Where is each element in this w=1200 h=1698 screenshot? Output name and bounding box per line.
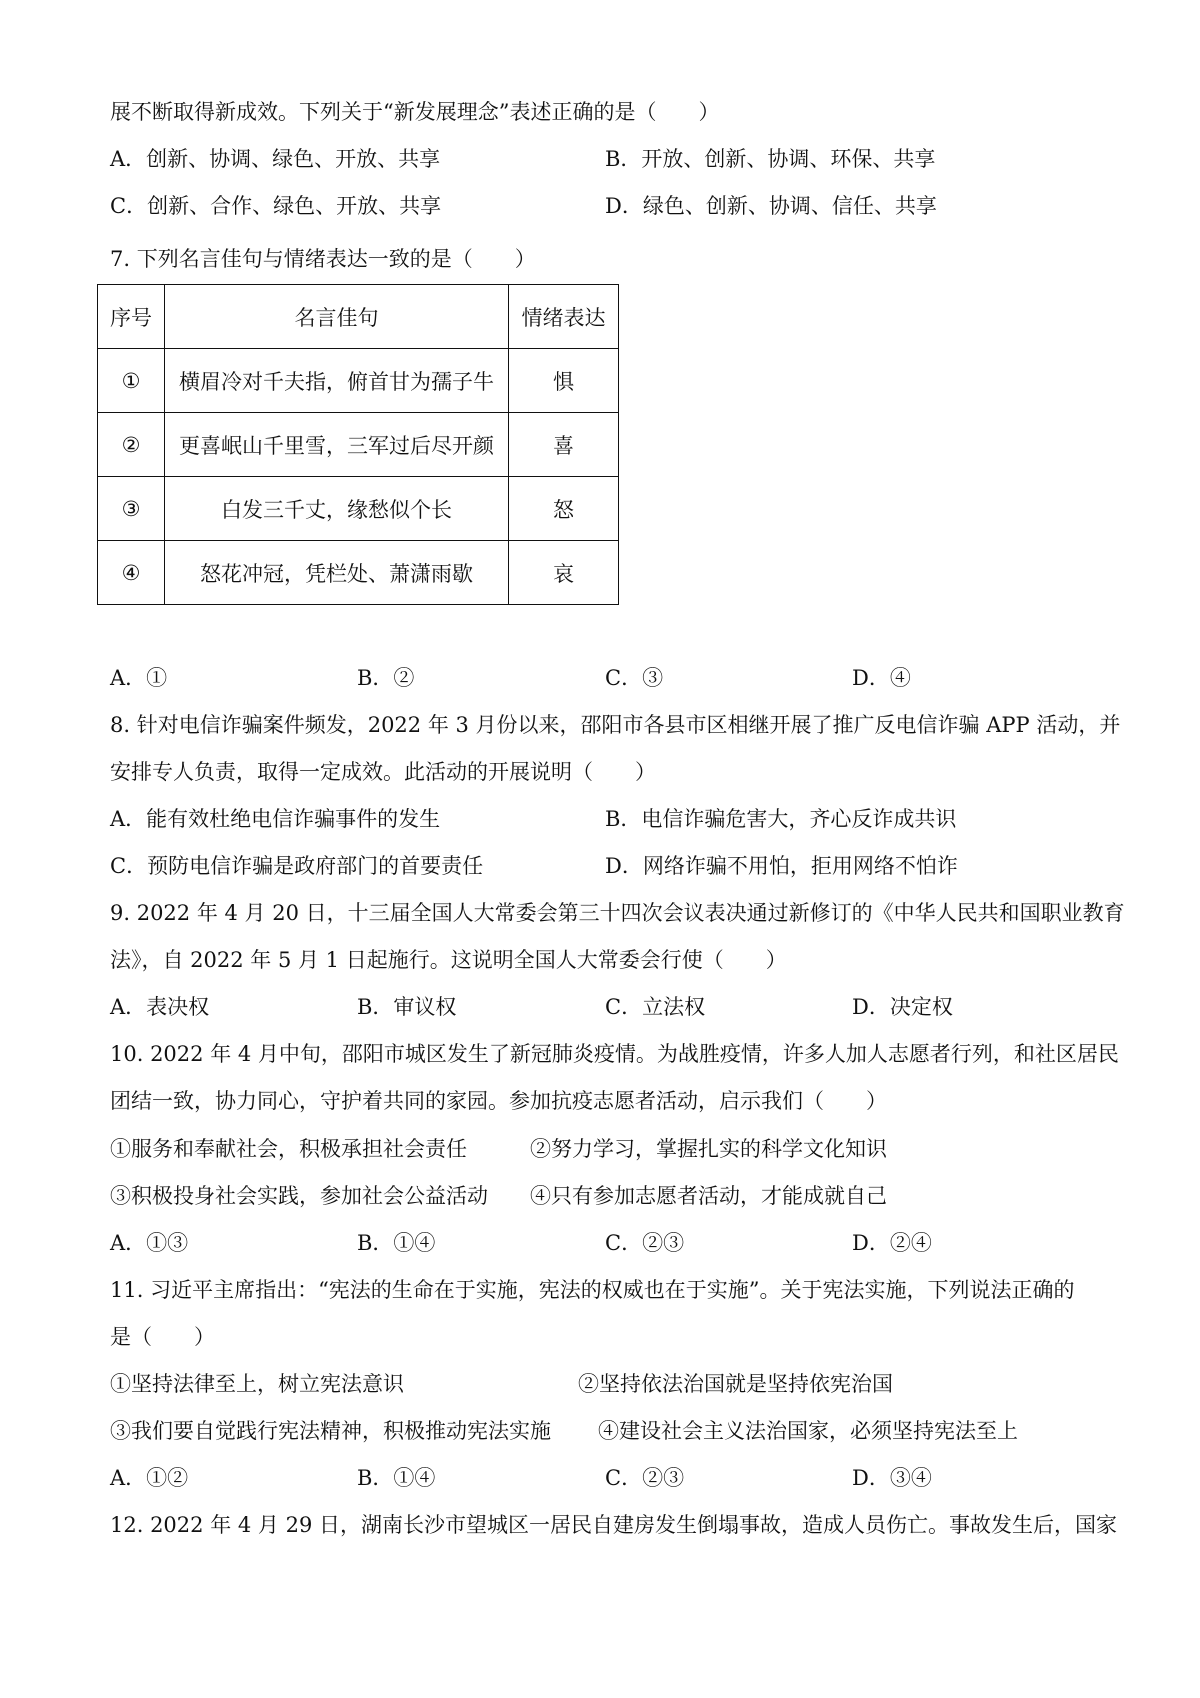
q7-option-c: C．③: [605, 666, 664, 690]
table-cell: ④: [98, 541, 165, 605]
q11-item-2: ②坚持依法治国就是坚持依宪治国: [578, 1372, 893, 1396]
q9-stem-line1: 9. 2022 年 4 月 20 日，十三届全国人大常委会第三十四次会议表决通过新修订的《中华人民共和国职业教育: [110, 901, 1125, 925]
table-cell: 横眉冷对千夫指，俯首甘为孺子牛: [165, 349, 509, 413]
q9-option-c: C．立法权: [605, 995, 706, 1019]
q6-option-d: D．绿色、创新、协调、信任、共享: [605, 194, 937, 218]
q8-stem-line2: 安排专人负责，取得一定成效。此活动的开展说明（ ）: [110, 760, 656, 784]
q7-table: [97, 284, 619, 605]
q8-option-d: D．网络诈骗不用怕，拒用网络不怕诈: [605, 854, 958, 878]
table-row: [98, 413, 619, 477]
q11-option-d: D．③④: [852, 1466, 932, 1490]
q6-option-b: B．开放、创新、协调、环保、共享: [605, 147, 936, 171]
table-cell: 哀: [509, 541, 619, 605]
table-header: 名言佳句: [165, 285, 509, 349]
q8-option-b: B．电信诈骗危害大，齐心反诈成共识: [605, 807, 957, 831]
table-row: [98, 477, 619, 541]
q9-stem-line2: 法》，自 2022 年 5 月 1 日起施行。这说明全国人大常委会行使（ ）: [110, 948, 787, 972]
table-cell: 怒: [509, 477, 619, 541]
q11-item-4: ④建设社会主义法治国家，必须坚持宪法至上: [598, 1419, 1018, 1443]
q7-option-b: B．②: [357, 666, 415, 690]
q6-option-c: C．创新、合作、绿色、开放、共享: [110, 194, 442, 218]
q9-option-d: D．决定权: [852, 995, 953, 1019]
table-row: [98, 349, 619, 413]
q8-option-a: A．能有效杜绝电信诈骗事件的发生: [110, 807, 441, 831]
table-header-row: [98, 285, 619, 349]
q11-option-c: C．②③: [605, 1466, 685, 1490]
q7-stem: 7. 下列名言佳句与情绪表达一致的是（ ）: [110, 247, 536, 271]
q10-item-4: ④只有参加志愿者活动，才能成就自己: [530, 1184, 887, 1208]
q10-item-1: ①服务和奉献社会，积极承担社会责任: [110, 1137, 467, 1161]
q10-stem-line1: 10. 2022 年 4 月中旬，邵阳市城区发生了新冠肺炎疫情。为战胜疫情，许多人加人志愿者行列，和社区居民: [110, 1042, 1119, 1066]
q11-item-3: ③我们要自觉践行宪法精神，积极推动宪法实施: [110, 1419, 551, 1443]
q8-option-c: C．预防电信诈骗是政府部门的首要责任: [110, 854, 484, 878]
q6-option-a: A．创新、协调、绿色、开放、共享: [110, 147, 441, 171]
table-cell: ①: [98, 349, 165, 413]
table-cell: 喜: [509, 413, 619, 477]
q12-stem-line1: 12. 2022 年 4 月 29 日，湖南长沙市望城区一居民自建房发生倒塌事故，造成人员伤亡。事故发生后，国家: [110, 1513, 1117, 1537]
q10-option-c: C．②③: [605, 1231, 685, 1255]
q10-option-b: B．①④: [357, 1231, 436, 1255]
q11-stem-line2: 是（ ）: [110, 1325, 215, 1349]
q9-option-b: B．审议权: [357, 995, 457, 1019]
q11-option-a: A．①②: [110, 1466, 189, 1490]
table-cell: ②: [98, 413, 165, 477]
q10-stem-line2: 团结一致，协力同心，守护着共同的家园。参加抗疫志愿者活动，启示我们（ ）: [110, 1089, 887, 1113]
q11-item-1: ①坚持法律至上，树立宪法意识: [110, 1372, 404, 1396]
q11-stem-line1: 11. 习近平主席指出：“宪法的生命在于实施，宪法的权威也在于实施”。关于宪法实施，下列说法正确的: [110, 1278, 1075, 1302]
q7-option-d: D．④: [852, 666, 911, 690]
table-cell: 怒花冲冠，凭栏处、萧潇雨歇: [165, 541, 509, 605]
table-header: 情绪表达: [509, 285, 619, 349]
q6-stem: 展不断取得新成效。下列关于“新发展理念”表述正确的是（ ）: [110, 100, 720, 124]
table-cell: 惧: [509, 349, 619, 413]
table-cell: 更喜岷山千里雪，三军过后尽开颜: [165, 413, 509, 477]
q10-option-a: A．①③: [110, 1231, 189, 1255]
table-header: 序号: [98, 285, 165, 349]
q10-item-2: ②努力学习，掌握扎实的科学文化知识: [530, 1137, 887, 1161]
q10-option-d: D．②④: [852, 1231, 932, 1255]
table-cell: 白发三千丈，缘愁似个长: [165, 477, 509, 541]
table-cell: ③: [98, 477, 165, 541]
q9-option-a: A．表决权: [110, 995, 210, 1019]
q7-option-a: A．①: [110, 666, 168, 690]
q10-item-3: ③积极投身社会实践，参加社会公益活动: [110, 1184, 488, 1208]
q8-stem-line1: 8. 针对电信诈骗案件频发，2022 年 3 月份以来，邵阳市各县市区相继开展了推广反电信诈骗 APP 活动，并: [110, 713, 1121, 737]
table-row: [98, 541, 619, 605]
q11-option-b: B．①④: [357, 1466, 436, 1490]
